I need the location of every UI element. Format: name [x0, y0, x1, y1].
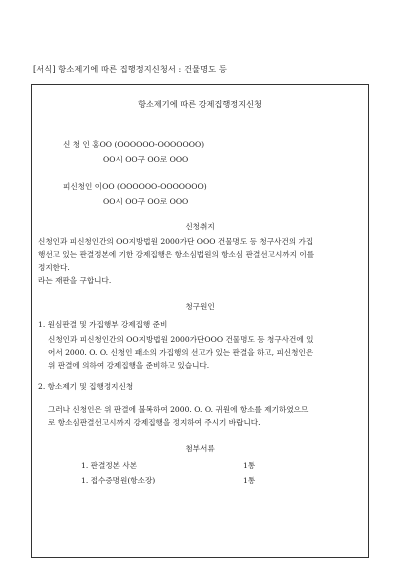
attachment-item-label: 1. 접수증명원(항소장) [81, 476, 156, 485]
applicant-address: OO시 OO구 OO로 OOO [103, 155, 189, 164]
reason-line: 신청인과 피신청인간의 OO지방법원 2000가단OOO 건물명도 등 청구사건에 있 [48, 335, 314, 344]
document-box [31, 84, 369, 558]
attachments-heading: 첨부서류 [185, 444, 215, 453]
attachment-item-label: 1. 판결정본 사본 [81, 461, 138, 470]
attachment-item-count: 1통 [243, 476, 256, 485]
purpose-line: 신청인과 피신청인간의 OO지방법원 2000가단 OOO 건물명도 등 청구사건의 가집 [38, 237, 314, 246]
form-label: [서식] 항소제기에 따른 집행정지신청서 : 건물명도 등 [33, 64, 227, 74]
respondent-line: 피신청인 이OO (OOOOOO-OOOOOOO) [63, 182, 207, 191]
purpose-heading: 신청취지 [185, 222, 215, 231]
purpose-line: 행선고 있는 판결정본에 기한 강제집행은 항소심법원의 항소심 판결선고시까지 이를 [38, 250, 315, 259]
reason-line: 로 항소심판결선고시까지 강제집행을 정지하여 주시기 바랍니다. [48, 418, 261, 427]
reason-line: 위 판결에 의하여 강제집행을 준비하고 있습니다. [48, 361, 210, 370]
purpose-line: 라는 재판을 구합니다. [38, 276, 112, 285]
reason-sub2-title: 2. 항소제기 및 집행정지신청 [38, 382, 134, 391]
respondent-address: OO시 OO구 OO로 OOO [103, 197, 189, 206]
reason-heading: 청구원인 [185, 302, 215, 311]
reason-sub2-paragraph [48, 403, 308, 429]
applicant-line: 신 청 인 홍OO (OOOOOO-OOOOOOO) [63, 140, 205, 149]
reason-sub1-title: 1. 원심판결 및 가집행부 강제집행 준비 [38, 320, 168, 329]
purpose-paragraph [38, 235, 314, 287]
reason-line: 어서 2000. O. O. 신청인 패소의 가집행의 선고가 있는 판결을 하고, 피신청인은 [48, 348, 314, 357]
reason-line: 그러나 신청인은 위 판결에 불복하여 2000. O. O. 귀원에 항소를 제기하였으므 [48, 405, 309, 414]
attachment-item-count: 1통 [243, 461, 256, 470]
purpose-line: 정지한다. [38, 263, 70, 272]
document-title: 항소제기에 따른 강제집행정지신청 [138, 99, 262, 109]
reason-sub1-paragraph [48, 333, 313, 372]
